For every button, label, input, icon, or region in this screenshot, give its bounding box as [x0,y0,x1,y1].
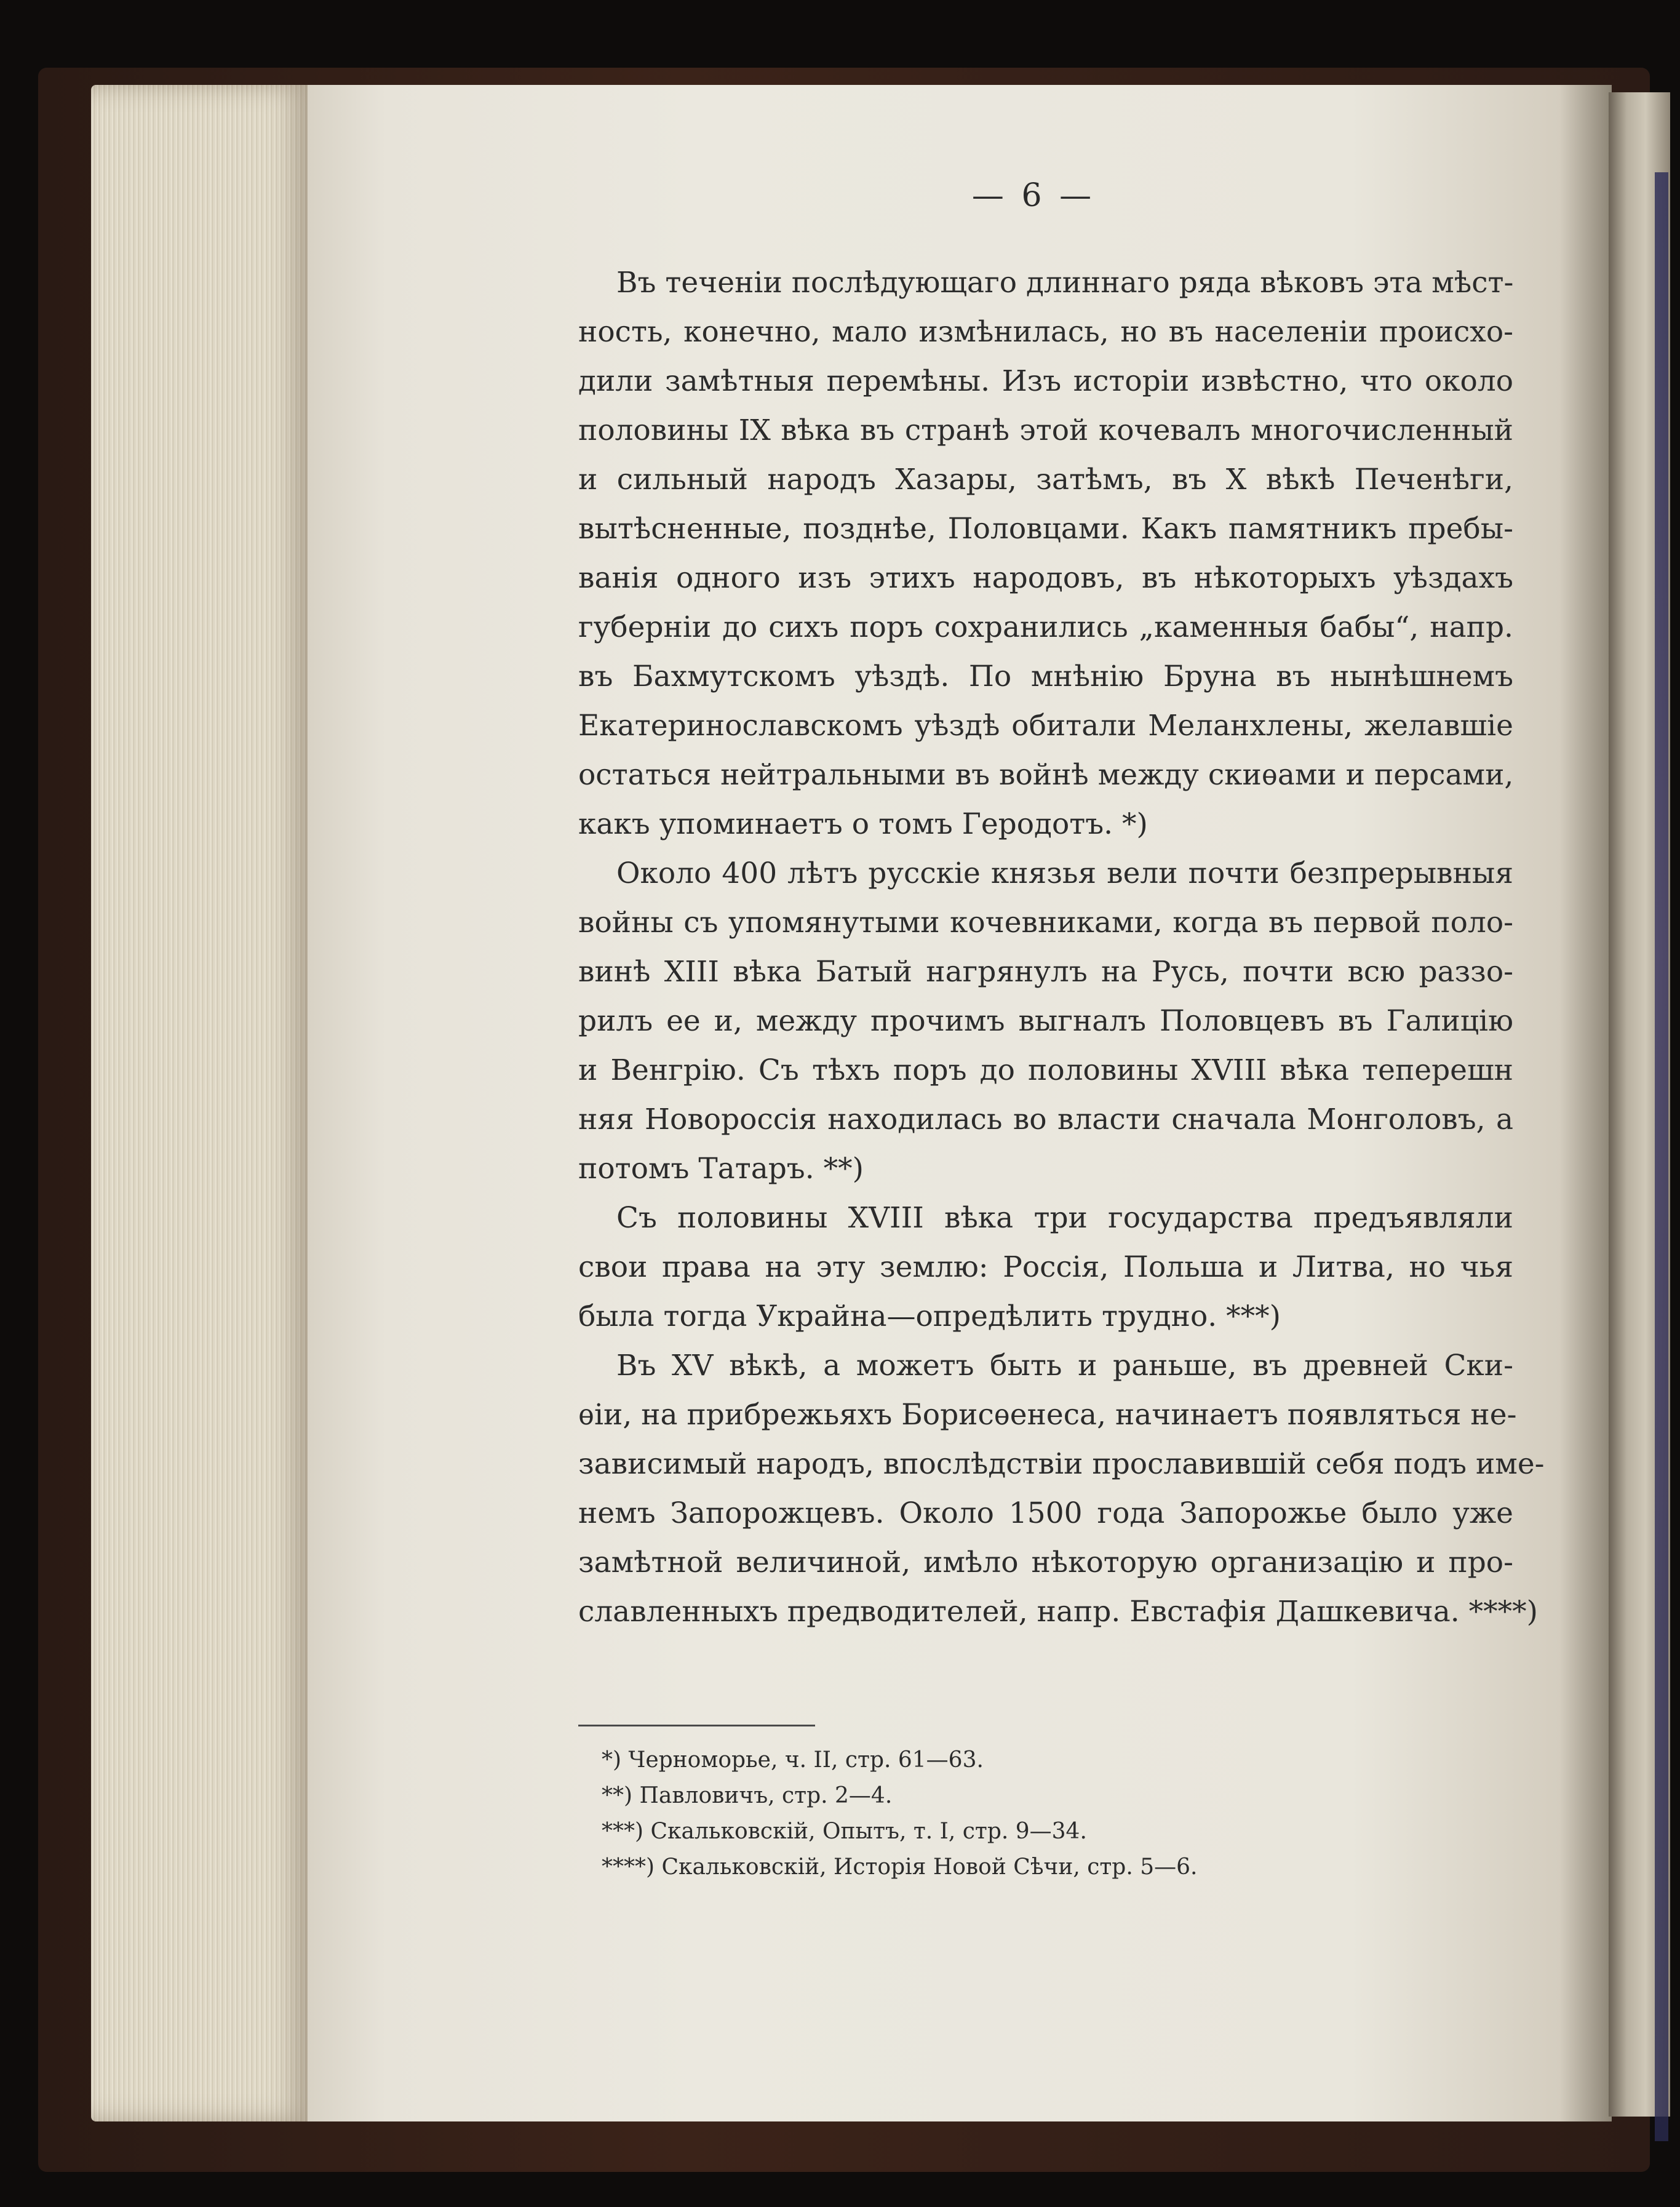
text-line: ность, конечно, мало измѣнилась, но въ населеніи происхо- [578,315,1513,349]
footnote-divider [578,1725,815,1726]
footnotes [602,1742,1401,1885]
body-text [578,258,1545,1637]
text-line: Екатеринославскомъ уѣздѣ обитали Меланхлены, желавшіе [578,709,1513,743]
text-line: ванія одного изъ этихъ народовъ, въ нѣкоторыхъ уѣздахъ [578,561,1513,595]
text-line: Въ XV вѣкѣ, а можетъ быть и раньше, въ древней Ски- [616,1349,1513,1383]
footnote: *) Черноморье, ч. II, стр. 61—63. [602,1747,984,1773]
text-line: замѣтной величиной, имѣло нѣкоторую организацію и про- [578,1546,1513,1579]
text-line: въ Бахмутскомъ уѣздѣ. По мнѣнію Бруна въ нынѣшнемъ [578,660,1513,693]
text-line: губерніи до сихъ поръ сохранились „каменныя бабы“, напр. [578,610,1513,644]
text-line: была тогда Украйна—опредѣлить трудно. ***) [578,1299,1281,1333]
text-line: войны съ упомянутыми кочевниками, когда въ первой поло- [578,906,1513,940]
text-line: какъ упоминаетъ о томъ Геродотъ. *) [578,807,1148,841]
footnote: ***) Скальковскій, Опытъ, т. I, стр. 9—34. [602,1819,1087,1844]
binding-edge [1655,172,1668,2141]
text-line: няя Новороссія находилась во власти сначала Монголовъ, а [578,1103,1513,1136]
text-line: потомъ Татаръ. **) [578,1152,864,1186]
footnote: **) Павловичъ, стр. 2—4. [602,1783,893,1808]
page-number: — 6 — [971,177,1096,214]
text-line: немъ Запорожцевъ. Около 1500 года Запорожье было уже [578,1496,1513,1530]
text-line: дили замѣтныя перемѣны. Изъ исторіи извѣстно, что около [578,364,1513,398]
text-line: и сильный народъ Хазары, затѣмъ, въ X вѣкѣ Печенѣги, [578,463,1513,497]
text-line: свои права на эту землю: Россія, Польша и Литва, но чья [578,1250,1513,1284]
book-fore-edge [91,85,313,2121]
text-line: и Венгрію. Съ тѣхъ поръ до половины XVIII вѣка теперешн [578,1053,1513,1087]
text-line: ѳіи, на прибрежьяхъ Борисѳенеса, начинаетъ появляться не- [578,1398,1517,1432]
text-line: рилъ ее и, между прочимъ выгналъ Половцевъ въ Галицію [578,1004,1513,1038]
text-line: винѣ XIII вѣка Батый нагрянулъ на Русь, почти всю раззо- [578,955,1513,989]
text-line: Въ теченіи послѣдующаго длиннаго ряда вѣковъ эта мѣст- [616,266,1514,300]
footnote: ****) Скальковскій, Исторія Новой Сѣчи, стр. 5—6. [602,1854,1198,1880]
text-line: остаться нейтральными въ войнѣ между скиѳами и персами, [578,758,1514,792]
text-line: вытѣсненные, позднѣе, Половцами. Какъ памятникъ пребы- [578,512,1513,546]
text-line: Около 400 лѣтъ русскіе князья вели почти безпрерывныя [616,856,1513,890]
text-line: половины IX вѣка въ странѣ этой кочевалъ многочисленный [578,413,1513,447]
text-line: Съ половины XVIII вѣка три государства предъявляли [616,1201,1513,1235]
text-line: зависимый народъ, впослѣдствіи прославившій себя подъ име- [578,1447,1545,1481]
text-line: славленныхъ предводителей, напр. Евстафія Дашкевича. ****) [578,1595,1538,1629]
